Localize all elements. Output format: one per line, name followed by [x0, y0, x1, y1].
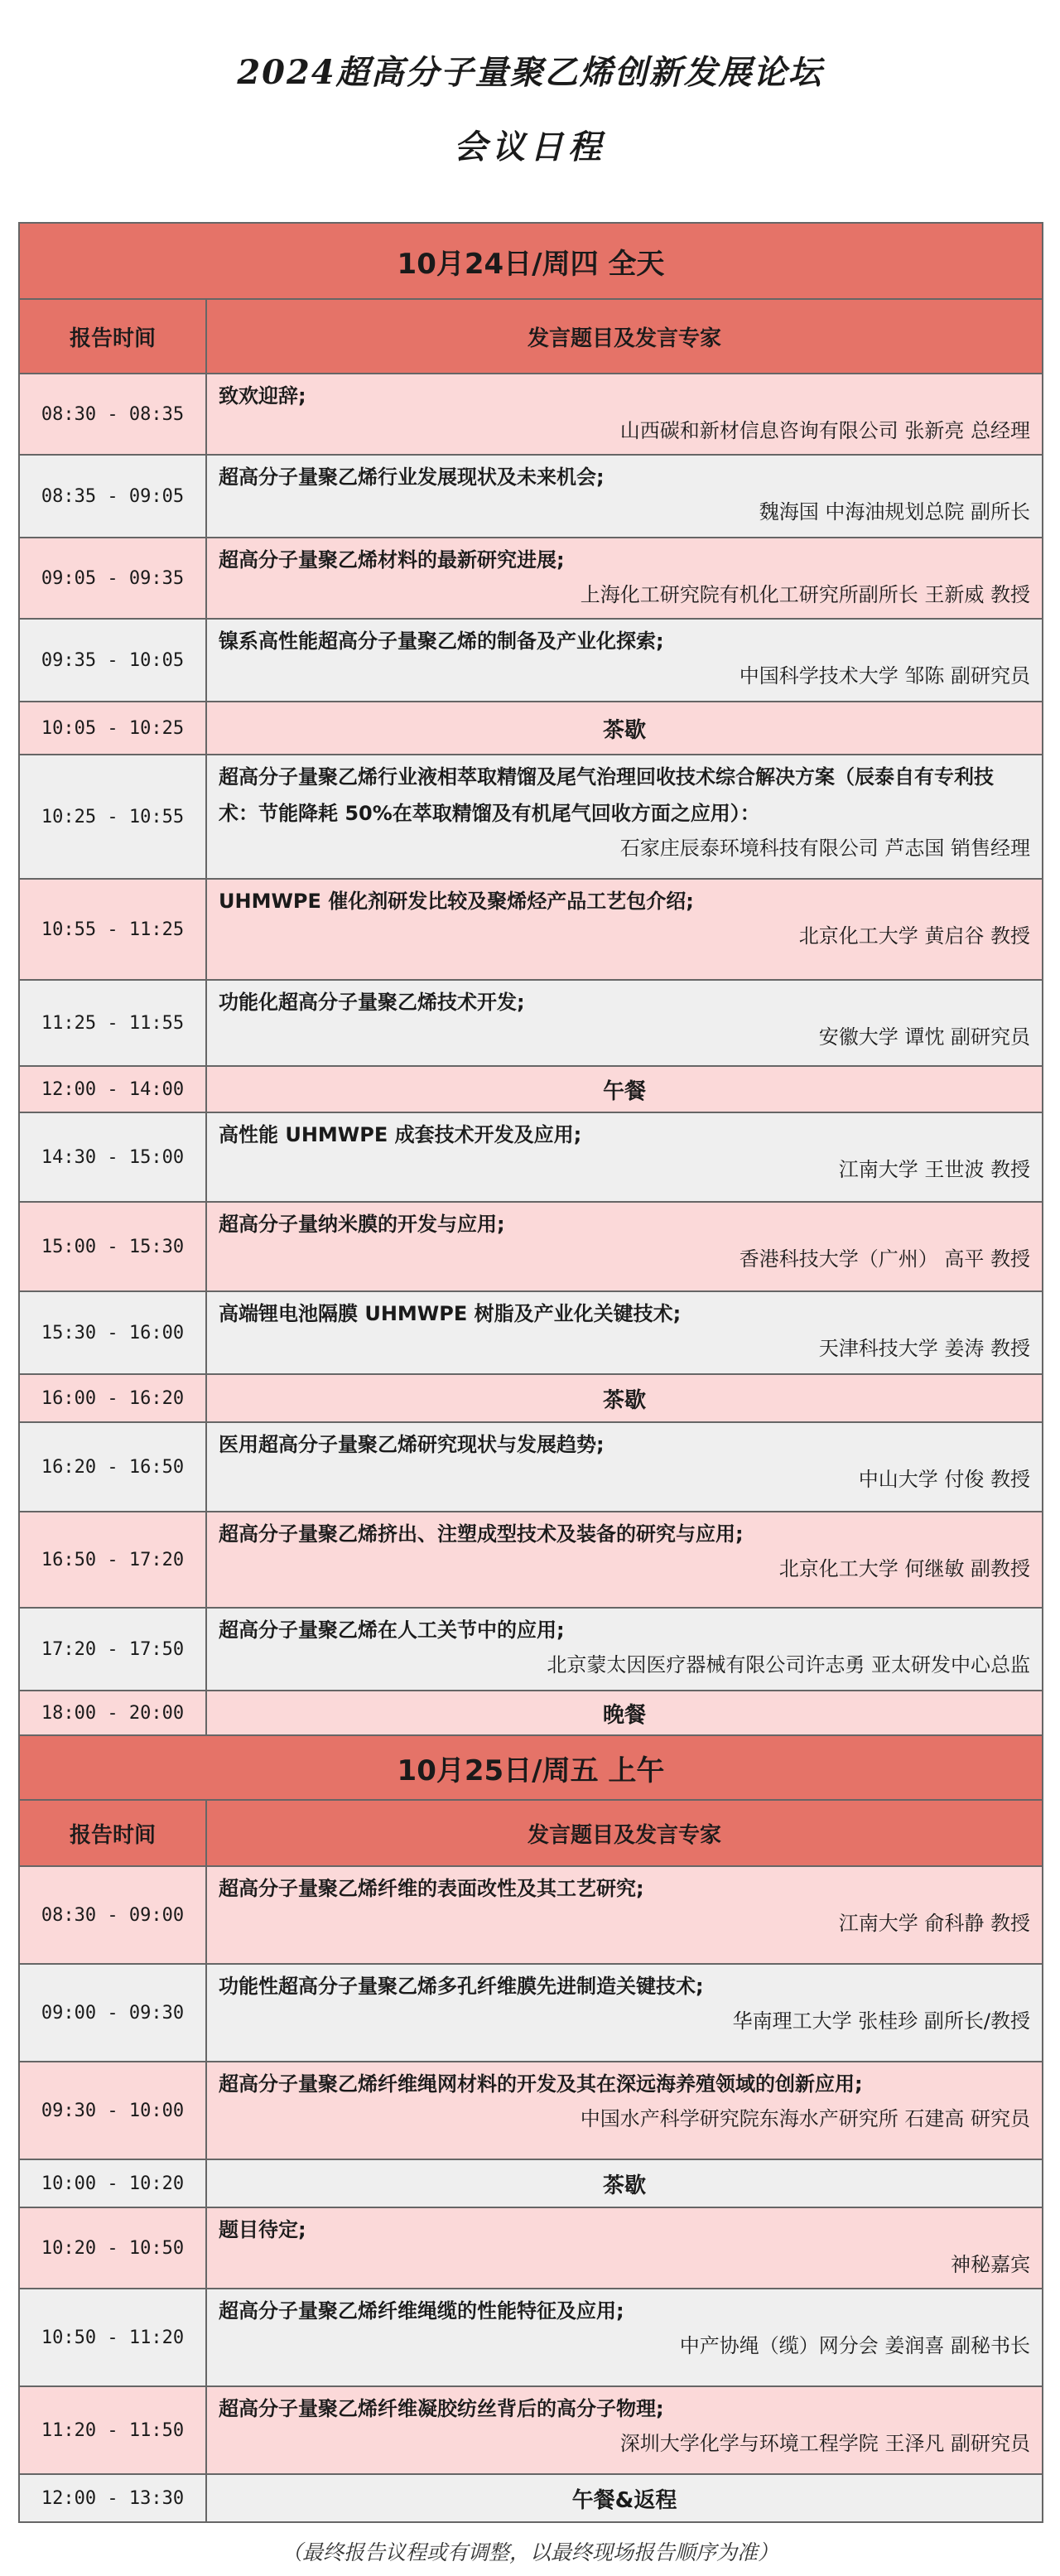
row-content: [207, 1292, 1042, 1373]
schedule-row: [20, 2475, 1043, 2523]
talk-speaker: 天津科技大学 姜涛 教授: [818, 1337, 1030, 1360]
header-time: 报告时间: [20, 1801, 207, 1865]
schedule-row: [20, 2160, 1043, 2208]
schedule-row: [20, 1375, 1043, 1423]
row-content: [207, 538, 1042, 618]
schedule-row: [20, 1203, 1043, 1292]
schedule-row: [20, 538, 1043, 620]
row-time: 17:20 - 17:50: [20, 1609, 207, 1690]
row-time: 10:00 - 10:20: [20, 2160, 207, 2207]
row-time: 12:00 - 14:00: [20, 1067, 207, 1112]
row-content: [207, 620, 1042, 701]
schedule-row: [20, 2208, 1043, 2289]
row-content: [207, 1113, 1042, 1201]
talk-topic: 超高分子量聚乙烯行业发展现状及未来机会;: [219, 466, 605, 489]
row-content: [207, 1512, 1042, 1607]
talk-topic: 高性能 UHMWPE 成套技术开发及应用;: [219, 1123, 582, 1146]
page-title: 2024超高分子量聚乙烯创新发展论坛: [237, 53, 823, 92]
break-label: 茶歇: [602, 717, 646, 743]
schedule-row: [20, 2062, 1043, 2160]
talk-speaker: 中山大学 付俊 教授: [858, 1468, 1030, 1491]
row-time: 12:00 - 13:30: [20, 2475, 207, 2521]
row-content: [207, 2289, 1042, 2385]
talk-speaker: 魏海国 中海油规划总院 副所长: [759, 500, 1030, 523]
row-time: 10:55 - 11:25: [20, 880, 207, 979]
talk-speaker: 中产协绳（缆）网分会 姜润喜 副秘书长: [679, 2334, 1030, 2357]
talk-topic: 功能化超高分子量聚乙烯技术开发;: [219, 991, 525, 1014]
header-time: 报告时间: [20, 300, 207, 373]
schedule-row: [20, 755, 1043, 880]
talk-speaker: 中国科学技术大学 邹陈 副研究员: [739, 664, 1030, 687]
talk-speaker: 石家庄辰泰环境科技有限公司 芦志国 销售经理: [619, 837, 1030, 860]
talk-speaker: 神秘嘉宾: [951, 2253, 1030, 2276]
row-time: 09:30 - 10:00: [20, 2062, 207, 2159]
row-time: 11:25 - 11:55: [20, 981, 207, 1065]
row-content: [207, 456, 1042, 537]
row-content: [207, 2062, 1042, 2159]
row-time: 09:35 - 10:05: [20, 620, 207, 701]
schedule-row: [20, 1691, 1043, 1736]
row-time: 10:25 - 10:55: [20, 755, 207, 878]
row-time: 09:00 - 09:30: [20, 1965, 207, 2061]
row-content: [207, 880, 1042, 979]
schedule-row: [20, 1292, 1043, 1375]
row-content: [207, 1423, 1042, 1511]
talk-topic: 超高分子量聚乙烯材料的最新研究进展;: [219, 548, 565, 572]
row-time: 11:20 - 11:50: [20, 2387, 207, 2473]
row-time: 08:30 - 08:35: [20, 374, 207, 454]
row-time: 14:30 - 15:00: [20, 1113, 207, 1201]
talk-speaker: 山西碳和新材信息咨询有限公司 张新亮 总经理: [619, 419, 1030, 442]
talk-speaker: 华南理工大学 张桂珍 副所长/教授: [732, 2009, 1030, 2033]
title-block: [0, 48, 1060, 172]
talk-speaker: 安徽大学 谭忱 副研究员: [818, 1025, 1030, 1049]
schedule-row: [20, 1512, 1043, 1609]
schedule-row: [20, 1965, 1043, 2062]
row-time: 15:00 - 15:30: [20, 1203, 207, 1290]
row-time: 08:30 - 09:00: [20, 1867, 207, 1963]
schedule-row: [20, 620, 1043, 702]
talk-topic: 超高分子量聚乙烯挤出、注塑成型技术及装备的研究与应用;: [219, 1522, 744, 1546]
talk-topic: 超高分子量聚乙烯行业液相萃取精馏及尾气治理回收技术综合解决方案（辰泰自有专利技术：节能降耗 50%在萃取精馏及有机尾气回收方面之应用）：: [219, 765, 994, 825]
schedule-row: [20, 2387, 1043, 2475]
talk-topic: 题目待定;: [219, 2218, 306, 2241]
header-topic: 发言题目及发言专家: [527, 326, 721, 351]
row-time: 10:50 - 11:20: [20, 2289, 207, 2385]
talk-topic: 超高分子量聚乙烯在人工关节中的应用;: [219, 1618, 565, 1642]
page-subtitle: 会议日程: [454, 128, 606, 166]
row-content: [207, 1609, 1042, 1690]
row-time: 08:35 - 09:05: [20, 456, 207, 537]
row-content: [207, 981, 1042, 1065]
schedule-row: [20, 1423, 1043, 1512]
talk-topic: 致欢迎辞;: [219, 384, 306, 408]
footnote: （最终报告议程或有调整，以最终现场报告顺序为准）: [281, 2540, 778, 2564]
talk-speaker: 江南大学 王世波 教授: [838, 1158, 1030, 1181]
talk-topic: 镍系高性能超高分子量聚乙烯的制备及产业化探索;: [219, 630, 664, 653]
schedule-row: [20, 702, 1043, 755]
talk-speaker: 江南大学 俞科静 教授: [838, 1912, 1030, 1935]
row-time: 10:05 - 10:25: [20, 702, 207, 754]
talk-topic: 超高分子量聚乙烯纤维绳网材料的开发及其在深远海养殖领域的创新应用;: [219, 2072, 863, 2096]
schedule-row: [20, 1609, 1043, 1691]
row-time: 16:50 - 17:20: [20, 1512, 207, 1607]
talk-speaker: 上海化工研究院有机化工研究所副所长 王新威 教授: [580, 583, 1030, 606]
schedule-row: [20, 981, 1043, 1067]
schedule-table: [18, 222, 1043, 2523]
break-label: 茶歇: [602, 2173, 646, 2198]
schedule-row: [20, 374, 1043, 456]
row-content: [207, 1203, 1042, 1290]
talk-speaker: 北京化工大学 何继敏 副教授: [778, 1557, 1030, 1580]
row-time: 09:05 - 09:35: [20, 538, 207, 618]
row-time: 16:20 - 16:50: [20, 1423, 207, 1511]
table-header: [20, 1801, 1043, 1867]
row-content: [207, 374, 1042, 454]
talk-speaker: 北京化工大学 黄启谷 教授: [798, 924, 1030, 948]
day-heading: 10月24日/周四 全天: [20, 224, 1043, 300]
day-heading: 10月25日/周五 上午: [20, 1736, 1043, 1801]
row-content: [207, 1867, 1042, 1963]
schedule-row: [20, 2289, 1043, 2387]
break-label: 午餐&返程: [571, 2487, 677, 2513]
talk-topic: 功能性超高分子量聚乙烯多孔纤维膜先进制造关键技术;: [219, 1975, 704, 1998]
talk-topic: 超高分子量纳米膜的开发与应用;: [219, 1213, 505, 1236]
talk-topic: UHMWPE 催化剂研发比较及聚烯烃产品工艺包介绍;: [219, 890, 694, 913]
talk-topic: 超高分子量聚乙烯纤维的表面改性及其工艺研究;: [219, 1877, 644, 1900]
schedule-row: [20, 1867, 1043, 1965]
header-topic: 发言题目及发言专家: [527, 1822, 721, 1848]
row-content: [207, 1965, 1042, 2061]
talk-topic: 超高分子量聚乙烯纤维绳缆的性能特征及应用;: [219, 2299, 624, 2323]
talk-topic: 高端锂电池隔膜 UHMWPE 树脂及产业化关键技术;: [219, 1302, 682, 1325]
row-content: [207, 755, 1042, 878]
break-label: 晚餐: [602, 1702, 646, 1728]
table-header: [20, 300, 1043, 374]
talk-speaker: 中国水产科学研究院东海水产研究所 石建高 研究员: [580, 2107, 1030, 2130]
talk-topic: 超高分子量聚乙烯纤维凝胶纺丝背后的高分子物理;: [219, 2397, 664, 2420]
row-time: 10:20 - 10:50: [20, 2208, 207, 2288]
talk-speaker: 深圳大学化学与环境工程学院 王泽凡 副研究员: [619, 2432, 1030, 2455]
row-time: 16:00 - 16:20: [20, 1375, 207, 1421]
break-label: 午餐: [602, 1078, 646, 1104]
row-content: [207, 2208, 1042, 2288]
schedule-row: [20, 1113, 1043, 1203]
row-content: [207, 2387, 1042, 2473]
talk-speaker: 北京蒙太因医疗器械有限公司许志勇 亚太研发中心总监: [547, 1653, 1030, 1676]
schedule-row: [20, 456, 1043, 538]
row-time: 18:00 - 20:00: [20, 1691, 207, 1734]
schedule-row: [20, 880, 1043, 981]
row-time: 15:30 - 16:00: [20, 1292, 207, 1373]
talk-speaker: 香港科技大学（广州） 高平 教授: [739, 1247, 1030, 1271]
schedule-row: [20, 1067, 1043, 1113]
talk-topic: 医用超高分子量聚乙烯研究现状与发展趋势;: [219, 1433, 605, 1456]
break-label: 茶歇: [602, 1387, 646, 1413]
